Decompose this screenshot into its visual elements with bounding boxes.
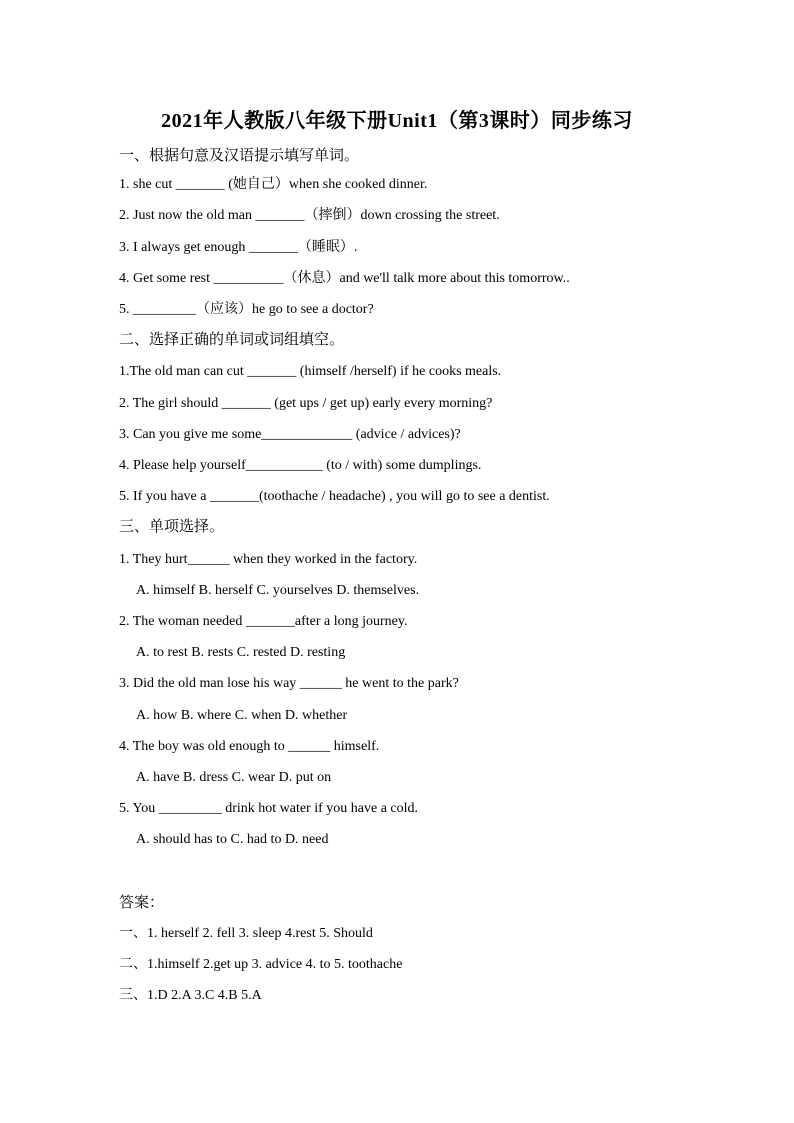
answers-line-3: 三、1.D 2.A 3.C 4.B 5.A: [119, 988, 262, 1003]
section-1-heading: 一、根据句意及汉语提示填写单词。: [119, 148, 360, 164]
section-3-question-1: 1. They hurt______ when they worked in the factory.: [119, 552, 418, 567]
section-3-options-3: A. how B. where C. when D. whether: [136, 708, 348, 723]
answers-heading: 答案：: [119, 895, 165, 911]
section-3-heading: 三、单项选择。: [119, 519, 225, 535]
section-2-item-1: 1.The old man can cut _______ (himself /herself) if he cooks meals.: [119, 364, 502, 379]
answers-line-1: 一、1. herself 2. fell 3. sleep 4.rest 5. Should: [119, 926, 373, 941]
page-title: 2021年人教版八年级下册Unit1（第3课时）同步练习: [161, 110, 633, 132]
section-1-item-2: 2. Just now the old man _______（摔倒）down crossing the street.: [119, 208, 500, 223]
section-3-question-5: 5. You _________ drink hot water if you have a cold.: [119, 801, 419, 816]
section-3-options-4: A. have B. dress C. wear D. put on: [136, 770, 332, 785]
section-3-options-1: A. himself B. herself C. yourselves D. themselves.: [136, 583, 420, 598]
section-2-item-4: 4. Please help yourself___________ (to / with) some dumplings.: [119, 458, 482, 473]
section-1-item-4: 4. Get some rest __________（休息）and we'll talk more about this tomorrow..: [119, 271, 570, 286]
section-2-heading: 二、选择正确的单词或词组填空。: [119, 332, 345, 348]
section-3-question-3: 3. Did the old man lose his way ______ he went to the park?: [119, 676, 459, 691]
section-1-item-5: 5. _________（应该）he go to see a doctor?: [119, 302, 374, 317]
section-1-item-3: 3. I always get enough _______（睡眠）.: [119, 240, 358, 255]
section-3-options-5: A. should has to C. had to D. need: [136, 832, 329, 847]
answers-line-2: 二、1.himself 2.get up 3. advice 4. to 5. toothache: [119, 957, 403, 972]
section-1-item-1: 1. she cut _______ (她自己）when she cooked dinner.: [119, 177, 428, 192]
section-3-options-2: A. to rest B. rests C. rested D. resting: [136, 645, 346, 660]
section-2-item-5: 5. If you have a _______(toothache / headache) , you will go to see a dentist.: [119, 489, 550, 504]
section-2-item-2: 2. The girl should _______ (get ups / get up) early every morning?: [119, 396, 493, 411]
section-2-item-3: 3. Can you give me some_____________ (advice / advices)?: [119, 427, 461, 442]
section-3-question-2: 2. The woman needed _______after a long journey.: [119, 614, 408, 629]
section-3-question-4: 4. The boy was old enough to ______ himself.: [119, 739, 380, 754]
